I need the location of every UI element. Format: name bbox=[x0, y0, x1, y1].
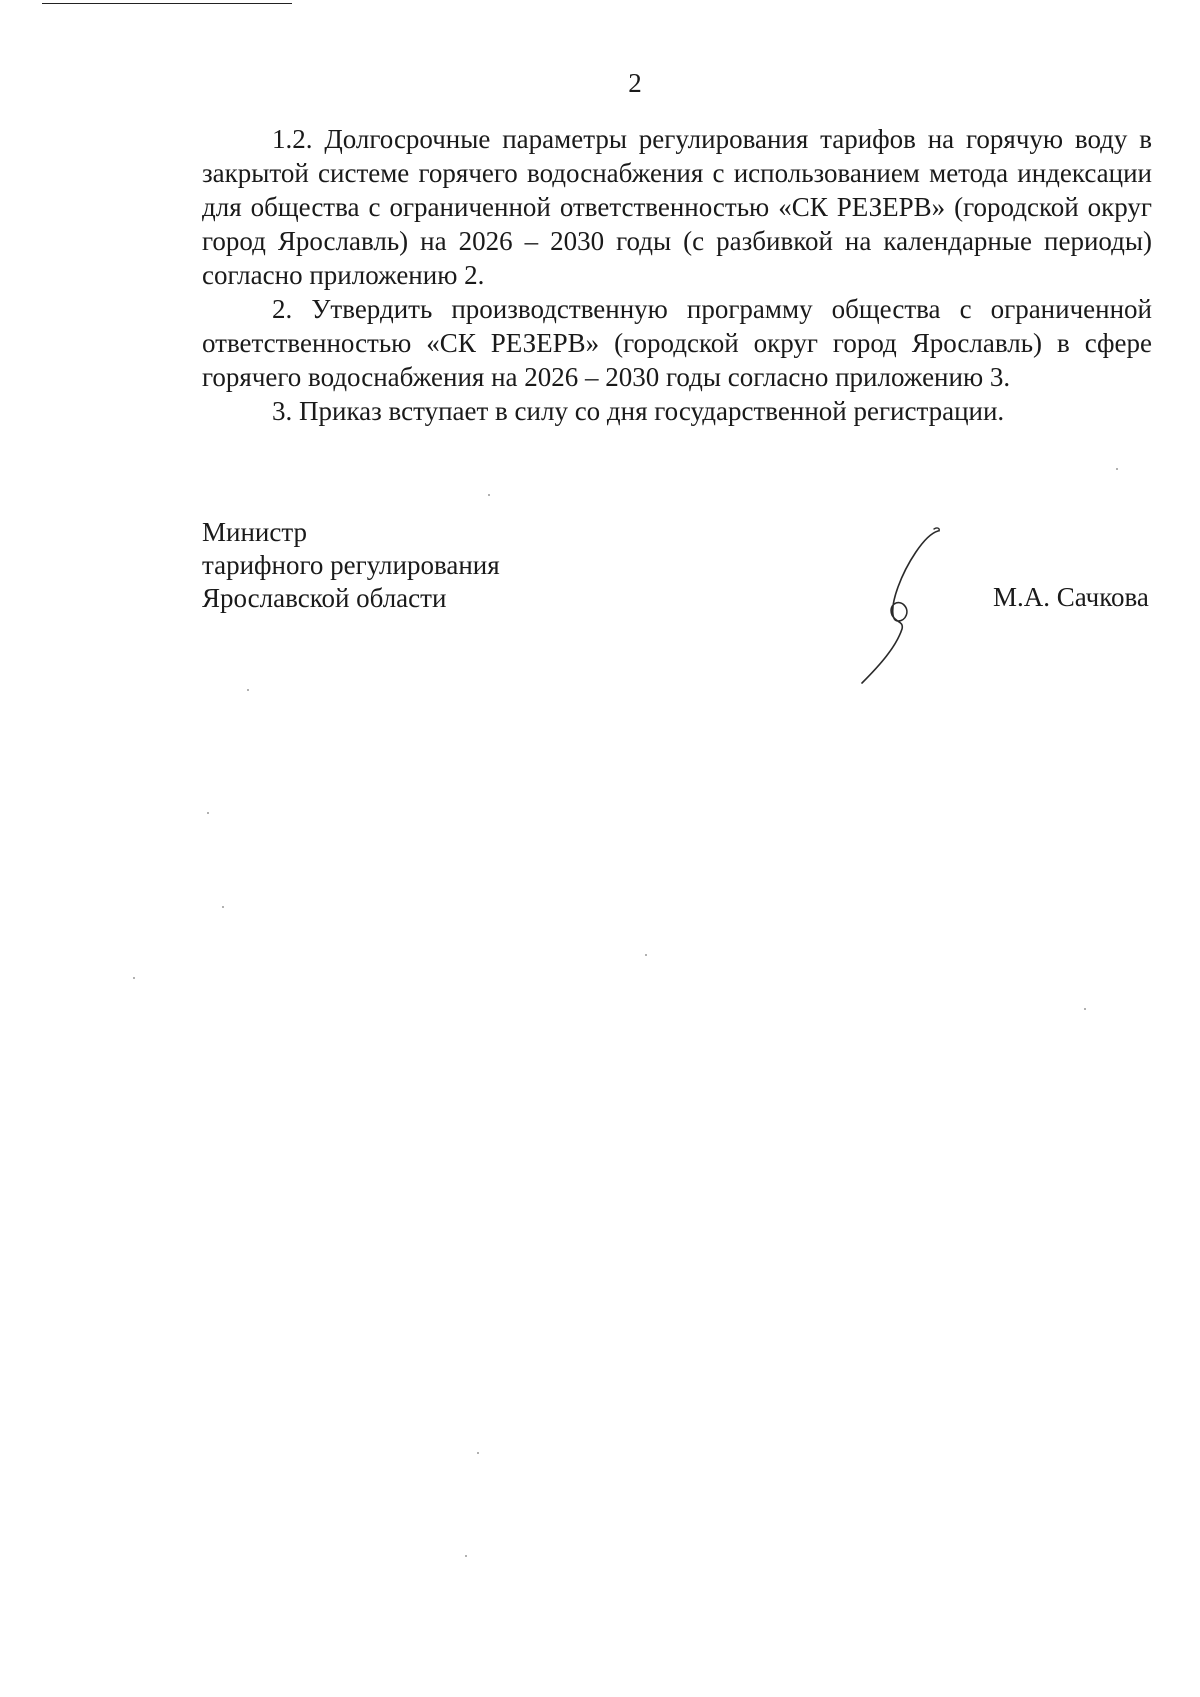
page-number: 2 bbox=[628, 68, 642, 98]
document-body bbox=[202, 122, 1152, 428]
scan-speck bbox=[247, 689, 249, 691]
paragraph-3: 3. Приказ вступает в силу со дня государственной регистрации. bbox=[272, 396, 1005, 426]
signer-name: М.А. Сачкова bbox=[993, 582, 1149, 612]
scan-speck bbox=[222, 906, 224, 908]
signer-title bbox=[202, 516, 500, 615]
signer-title-line-2: тарифного регулирования bbox=[202, 550, 500, 580]
signer-title-line-3: Ярославской области bbox=[202, 583, 447, 613]
signer-title-line-1: Министр bbox=[202, 517, 307, 547]
scan-speck bbox=[1116, 468, 1118, 470]
scan-speck bbox=[1084, 1008, 1086, 1010]
scan-speck bbox=[207, 812, 209, 814]
scan-speck bbox=[488, 494, 490, 496]
scan-speck bbox=[465, 1555, 467, 1557]
handwritten-signature bbox=[840, 525, 960, 685]
paragraph-2: 2. Утвердить производственную программу общества с ограниченной ответственностью «СК РЕЗЕРВ» (городской округ город Ярославль) в сфере горячего водоснабжения на 2026 – 2030 годы согласно приложению 3. bbox=[202, 294, 1152, 392]
top-rule bbox=[42, 3, 292, 4]
paragraph-1-2: 1.2. Долгосрочные параметры регулирования тарифов на горячую воду в закрытой системе горячего водоснабжения с использованием метода индексации для общества с ограниченной ответственностью «СК РЕЗЕРВ» (городской округ город Ярославль) на 2026 – 2030 годы (с разбивкой на календарные периоды) согласно приложению 2. bbox=[202, 124, 1152, 290]
scan-speck bbox=[477, 1452, 479, 1454]
scan-speck bbox=[645, 954, 647, 956]
scan-speck bbox=[133, 977, 135, 979]
